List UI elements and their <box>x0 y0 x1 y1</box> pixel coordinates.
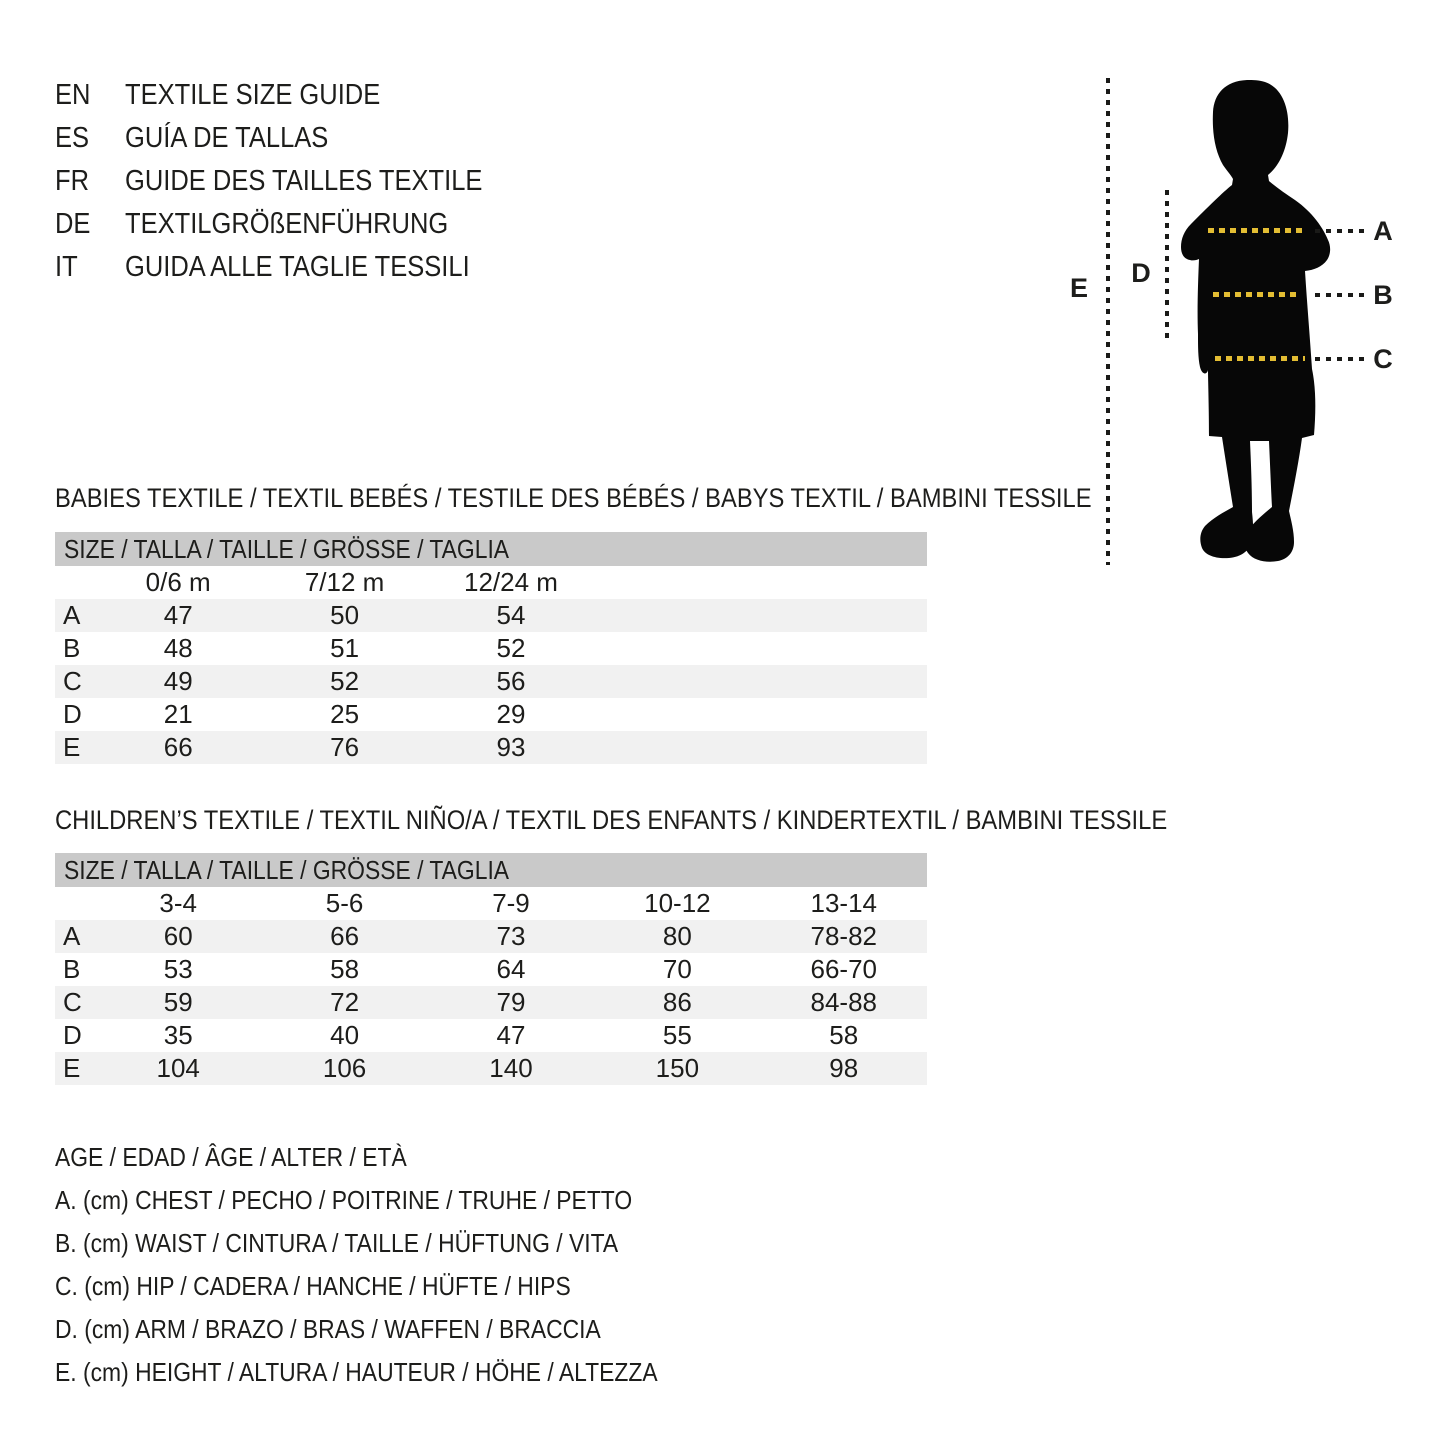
lang-row-de <box>55 203 531 246</box>
cell: 53 <box>163 954 193 984</box>
babies-section-title-text: BABIES TEXTILE / TEXTIL BEBÉS / TESTILE DES BÉBÉS / BABYS TEXTIL / BAMBINI TESSILE <box>55 483 1092 513</box>
babies-size-header-text: SIZE / TALLA / TAILLE / GRÖSSE / TAGLIA <box>64 534 510 564</box>
figure-label-d: D <box>1131 258 1151 288</box>
legend-height <box>55 1351 740 1394</box>
table-row <box>55 731 927 764</box>
legend-chest <box>55 1179 740 1222</box>
cell: 76 <box>330 732 360 762</box>
legend-chest-text: A. (cm) CHEST / PECHO / POITRINE / TRUHE / PETTO <box>55 1185 633 1215</box>
children-section-title <box>55 805 1319 836</box>
chest-dash-line <box>1208 228 1304 233</box>
lang-row-en <box>55 74 531 117</box>
legend-arm <box>55 1308 740 1351</box>
legend-age <box>55 1136 740 1179</box>
hip-leader-dots <box>1315 357 1365 361</box>
cell: 104 <box>156 1053 200 1083</box>
row-label: D <box>63 699 82 729</box>
cell: 59 <box>163 987 193 1017</box>
table-row <box>55 665 927 698</box>
guide-title-en: TEXTILE SIZE GUIDE <box>125 79 381 111</box>
cell: 58 <box>330 954 360 984</box>
cell: 60 <box>163 921 193 951</box>
cell: 52 <box>496 633 526 663</box>
cell: 86 <box>662 987 692 1017</box>
waist-leader-dots <box>1315 293 1365 297</box>
children-table-header-bar <box>55 853 927 887</box>
cell: 66-70 <box>810 954 877 984</box>
cell: 58 <box>829 1020 859 1050</box>
col-header: 13-14 <box>810 888 877 918</box>
lang-code: ES <box>55 122 90 154</box>
cell: 51 <box>330 633 360 663</box>
cell: 25 <box>330 699 360 729</box>
guide-title-it: GUIDA ALLE TAGLIE TESSILI <box>125 251 470 283</box>
row-label: D <box>63 1020 82 1050</box>
cell: 93 <box>496 732 526 762</box>
table-row <box>55 920 927 953</box>
figure-label-c: C <box>1373 344 1393 374</box>
cell: 73 <box>496 921 526 951</box>
babies-size-table <box>55 532 927 764</box>
lang-row-fr <box>55 160 531 203</box>
legend-arm-text: D. (cm) ARM / BRAZO / BRAS / WAFFEN / BRACCIA <box>55 1314 601 1344</box>
cell: 56 <box>496 666 526 696</box>
cell: 140 <box>489 1053 533 1083</box>
figure-label-a: A <box>1373 216 1393 246</box>
babies-section-title <box>55 483 1233 514</box>
children-column-header-row <box>55 887 927 920</box>
col-header: 0/6 m <box>145 567 211 597</box>
arm-measure-line-d <box>1165 190 1169 342</box>
legend-hip-text: C. (cm) HIP / CADERA / HANCHE / HÜFTE / HIPS <box>55 1271 571 1301</box>
legend-hip <box>55 1265 740 1308</box>
cell: 64 <box>496 954 526 984</box>
lang-code: EN <box>55 79 91 111</box>
language-header <box>55 74 531 289</box>
cell: 50 <box>330 600 360 630</box>
lang-row-it <box>55 246 531 289</box>
cell: 80 <box>662 921 692 951</box>
row-label: A <box>63 600 81 630</box>
cell: 79 <box>496 987 526 1017</box>
row-label: A <box>63 921 81 951</box>
cell: 29 <box>496 699 526 729</box>
measurement-legend <box>55 1136 740 1394</box>
table-row <box>55 953 927 986</box>
table-row <box>55 1052 927 1085</box>
waist-dash-line <box>1213 292 1299 297</box>
lang-code: DE <box>55 208 91 240</box>
cell: 106 <box>322 1053 367 1083</box>
cell: 150 <box>655 1053 700 1083</box>
legend-waist-text: B. (cm) WAIST / CINTURA / TAILLE / HÜFTUNG / VITA <box>55 1228 619 1258</box>
cell: 21 <box>163 699 193 729</box>
table-row <box>55 599 927 632</box>
children-size-table <box>55 853 927 1085</box>
table-row <box>55 1019 927 1052</box>
guide-title-de: TEXTILGRÖßENFÜHRUNG <box>125 208 449 240</box>
cell: 55 <box>662 1020 692 1050</box>
cell: 72 <box>330 987 360 1017</box>
col-header: 7-9 <box>492 888 530 918</box>
hip-dash-line <box>1215 356 1305 361</box>
col-header: 7/12 m <box>304 567 385 597</box>
guide-title-es: GUÍA DE TALLAS <box>125 122 329 154</box>
row-label: B <box>63 954 81 984</box>
cell: 70 <box>662 954 692 984</box>
legend-waist <box>55 1222 740 1265</box>
babies-table-header-bar <box>55 532 927 566</box>
table-row <box>55 632 927 665</box>
row-label: E <box>63 1053 81 1083</box>
col-header: 5-6 <box>325 888 364 918</box>
cell: 54 <box>496 600 526 630</box>
children-size-header-text: SIZE / TALLA / TAILLE / GRÖSSE / TAGLIA <box>64 855 510 885</box>
cell: 84-88 <box>810 987 877 1017</box>
guide-title-fr: GUIDE DES TAILLES TEXTILE <box>125 165 483 197</box>
cell: 49 <box>163 666 193 696</box>
cell: 48 <box>163 633 193 663</box>
chest-leader-dots <box>1315 229 1365 233</box>
cell: 66 <box>330 921 360 951</box>
legend-age-text: AGE / EDAD / ÂGE / ALTER / ETÀ <box>55 1142 407 1172</box>
cell: 66 <box>163 732 193 762</box>
cell: 35 <box>163 1020 193 1050</box>
figure-label-e: E <box>1069 273 1088 303</box>
table-row <box>55 698 927 731</box>
col-header: 10-12 <box>644 888 711 918</box>
table-row <box>55 986 927 1019</box>
babies-column-header-row <box>55 566 927 599</box>
cell: 78-82 <box>810 921 877 951</box>
cell: 52 <box>330 666 360 696</box>
cell: 47 <box>496 1020 526 1050</box>
row-label: C <box>63 987 82 1017</box>
children-section-title-text: CHILDREN’S TEXTILE / TEXTIL NIÑO/A / TEXTIL DES ENFANTS / KINDERTEXTIL / BAMBINI TESSILE <box>55 805 1168 835</box>
lang-code: FR <box>55 165 90 197</box>
row-label: B <box>63 633 81 663</box>
row-label: C <box>63 666 82 696</box>
cell: 98 <box>829 1053 859 1083</box>
col-header: 12/24 m <box>464 567 558 597</box>
lang-row-es <box>55 117 531 160</box>
row-label: E <box>63 732 81 762</box>
cell: 47 <box>163 600 193 630</box>
figure-label-b: B <box>1373 280 1393 310</box>
col-header: 3-4 <box>159 888 197 918</box>
lang-code: IT <box>55 251 78 283</box>
legend-height-text: E. (cm) HEIGHT / ALTURA / HAUTEUR / HÖHE / ALTEZZA <box>55 1357 658 1387</box>
cell: 40 <box>330 1020 360 1050</box>
